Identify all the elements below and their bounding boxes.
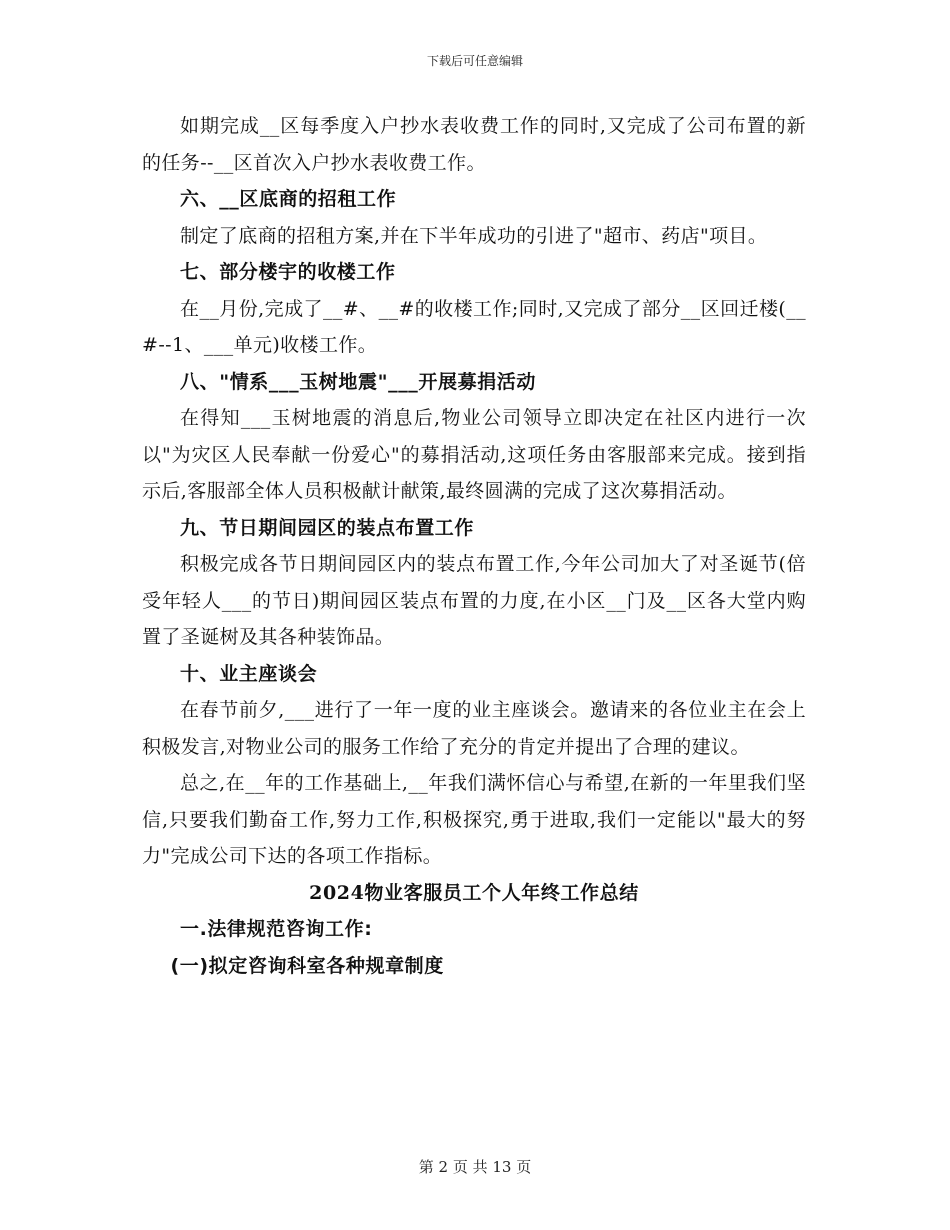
section-heading-legal: 一.法律规范咨询工作: bbox=[180, 918, 373, 940]
paragraph-holiday-decoration: 积极完成各节日期间园区内的装点布置工作,今年公司加大了对圣诞节(倍受年轻人___的节日)期间园区装点布置的力度,在小区__门及__区各大堂内购置了圣诞树及其各种装饰品。 bbox=[142, 553, 806, 648]
heading-shop-leasing: 六、__区底商的招租工作 bbox=[180, 188, 397, 210]
page-header-note: 下载后可任意编辑 bbox=[426, 54, 523, 68]
subsection-heading-rules: (一)拟定咨询科室各种规章制度 bbox=[170, 954, 444, 977]
paragraph-water-meter: 如期完成__区每季度入户抄水表收费工作的同时,又完成了公司布置的新的任务--__区首次入户抄水表收费工作。 bbox=[142, 115, 806, 174]
paragraph-donation: 在得知___玉树地震的消息后,物业公司领导立即决定在社区内进行一次以"为灾区人民奉献一份爱心"的募捐活动,这项任务由客服部来完成。接到指示后,客服部全体人员积极献计献策,最终圆满的完成了这次募捐活动。 bbox=[142, 407, 806, 502]
heading-holiday-decoration: 九、节日期间园区的装点布置工作 bbox=[180, 516, 475, 539]
heading-owner-meeting: 十、业主座谈会 bbox=[180, 662, 318, 685]
heading-donation: 八、"情系___玉树地震"___开展募捐活动 bbox=[180, 370, 536, 393]
paragraph-shop-leasing: 制定了底商的招租方案,并在下半年成功的引进了"超市、药店"项目。 bbox=[180, 224, 768, 247]
paragraph-owner-meeting: 在春节前夕,___进行了一年一度的业主座谈会。邀请来的各位业主在会上积极发言,对物业公司的服务工作给了充分的肯定并提出了合理的建议。 bbox=[142, 699, 806, 758]
paragraph-building-handover: 在__月份,完成了__#、__#的收楼工作;同时,又完成了部分__区回迁楼(__#--1、___单元)收楼工作。 bbox=[142, 297, 806, 356]
page-number: 第 2 页 共 13 页 bbox=[418, 1158, 532, 1176]
document-body bbox=[142, 108, 806, 984]
paragraph-summary: 总之,在__年的工作基础上,__年我们满怀信心与希望,在新的一年里我们坚信,只要我们勤奋工作,努力工作,积极探究,勇于进取,我们一定能以"最大的努力"完成公司下达的各项工作指标。 bbox=[142, 772, 806, 867]
document-title: 2024物业客服员工个人年终工作总结 bbox=[309, 881, 639, 904]
heading-building-handover: 七、部分楼宇的收楼工作 bbox=[180, 261, 396, 283]
